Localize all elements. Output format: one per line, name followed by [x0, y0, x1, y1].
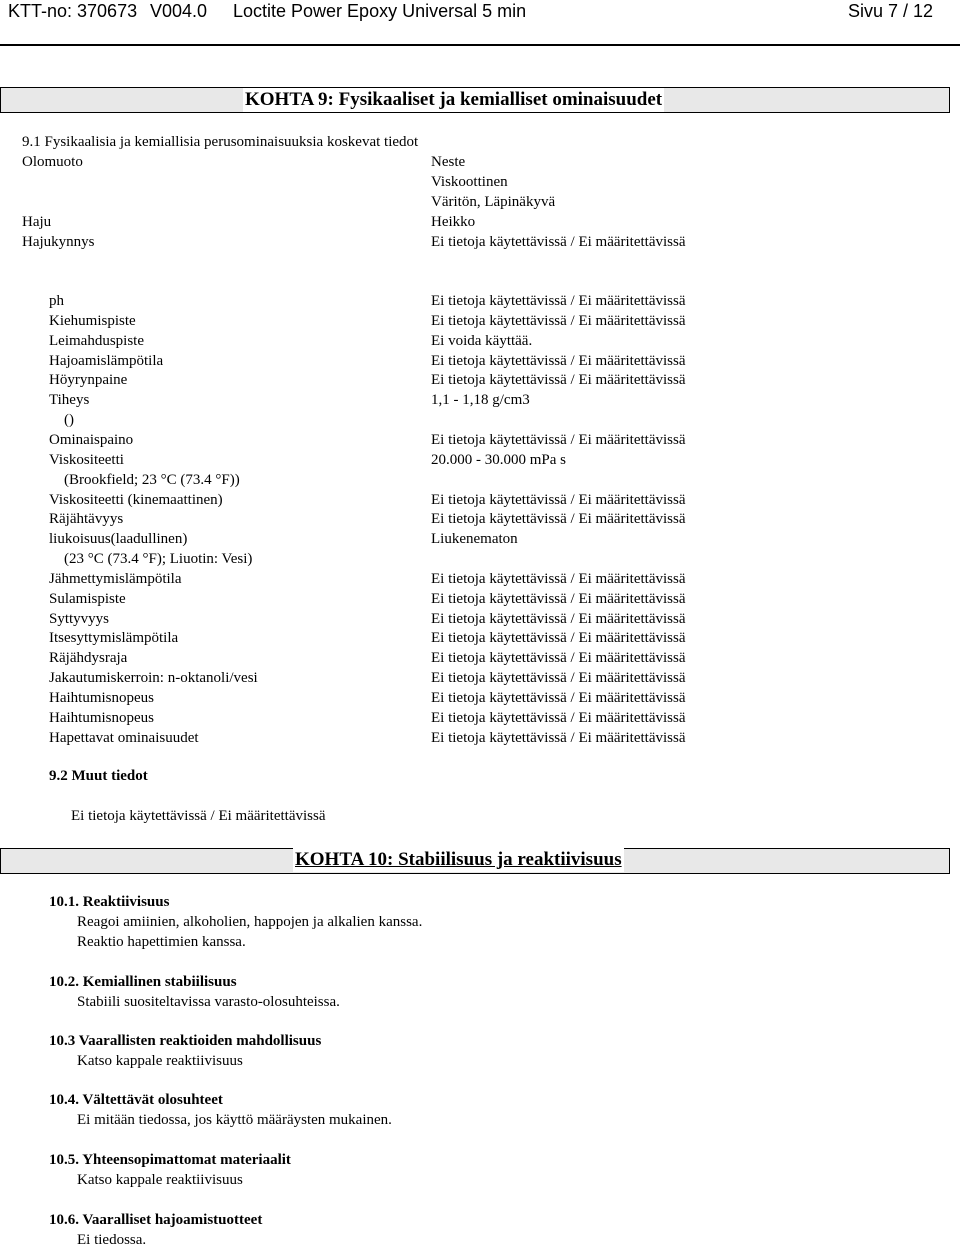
property-label: Syttyvyys: [49, 610, 110, 627]
property-label: Kiehumispiste: [49, 312, 136, 329]
property-value: Ei tietoja käytettävissä / Ei määritettävissä: [431, 650, 686, 667]
subsection-9-2-title: 9.2 Muut tiedot: [49, 768, 148, 784]
property-value: Väritön, Läpinäkyvä: [431, 194, 556, 210]
property-value: Heikko: [431, 214, 476, 230]
property-label: Hapettavat ominaisuudet: [49, 729, 199, 746]
section-10-title: KOHTA 10: Stabiilisuus ja reaktiivisuus: [295, 849, 622, 870]
property-label: (): [49, 412, 74, 429]
property-value: Ei tietoja käytettävissä / Ei määritettävissä: [431, 372, 686, 389]
property-label: Haju: [22, 214, 52, 230]
subsection-text: Stabiili suositeltavissa varasto-olosuhteissa.: [77, 994, 340, 1010]
property-value: Viskoottinen: [431, 174, 508, 190]
subsection-title: 10.3 Vaarallisten reaktioiden mahdollisuus: [49, 1033, 322, 1049]
property-value: 20.000 - 30.000 mPa s: [431, 451, 566, 468]
subsection-9-1-title: 9.1 Fysikaalisia ja kemiallisia perusominaisuuksia koskevat tiedot: [22, 134, 419, 150]
property-label: Höyrynpaine: [49, 372, 128, 389]
property-value: Ei tietoja käytettävissä / Ei määritettävissä: [431, 610, 686, 627]
property-label: Itsesyttymislämpötila: [49, 630, 179, 647]
subsection-title: 10.6. Vaaralliset hajoamistuotteet: [49, 1212, 263, 1228]
section-9-title: KOHTA 9: Fysikaaliset ja kemialliset ominaisuudet: [245, 89, 663, 110]
property-value: Ei tietoja käytettävissä / Ei määritettävissä: [431, 570, 686, 587]
property-label: Räjähdysraja: [49, 650, 128, 667]
subsection-text: Katso kappale reaktiivisuus: [77, 1172, 243, 1188]
subsection-title: 10.1. Reaktiivisuus: [49, 894, 170, 910]
property-label: Viskositeetti: [49, 451, 124, 468]
subsection-text: Katso kappale reaktiivisuus: [77, 1053, 243, 1069]
property-label: Tiheys: [49, 392, 90, 409]
property-value: Ei tietoja käytettävissä / Ei määritettävissä: [431, 352, 686, 369]
property-label: Haihtumisnopeus: [49, 709, 154, 726]
property-value: Ei tietoja käytettävissä / Ei määritettävissä: [431, 511, 686, 528]
property-label: Leimahduspiste: [49, 332, 144, 349]
property-value: Ei tietoja käytettävissä / Ei määritettävissä: [431, 293, 686, 309]
property-value: Ei tietoja käytettävissä / Ei määritettävissä: [431, 312, 686, 329]
doc-id: KTT-no: 370673: [8, 1, 138, 21]
product-name: Loctite Power Epoxy Universal 5 min: [233, 1, 527, 21]
property-value: Ei tietoja käytettävissä / Ei määritettävissä: [431, 709, 686, 726]
doc-version: V004.0: [150, 1, 208, 21]
subsection-text: Ei tiedossa.: [77, 1232, 147, 1248]
subsection-title: 10.2. Kemiallinen stabiilisuus: [49, 974, 237, 990]
subsection-9-2-text: Ei tietoja käytettävissä / Ei määritettävissä: [71, 808, 326, 824]
property-value: Ei voida käyttää.: [431, 332, 533, 349]
property-value: Liukenematon: [431, 531, 518, 548]
property-label: Jakautumiskerroin: n-oktanoli/vesi: [49, 670, 258, 687]
subsection-text: Ei mitään tiedossa, jos käyttö määräysten mukainen.: [77, 1112, 392, 1128]
header-rule: [0, 44, 960, 46]
subsection-title: 10.4. Vältettävät olosuhteet: [49, 1092, 223, 1108]
property-label: ph: [49, 293, 64, 309]
property-label: liukoisuus(laadullinen): [49, 531, 188, 548]
property-value: 1,1 - 1,18 g/cm3: [431, 392, 530, 409]
property-value: Ei tietoja käytettävissä / Ei määritettävissä: [431, 234, 686, 250]
property-value: Ei tietoja käytettävissä / Ei määritettävissä: [431, 630, 686, 647]
subsection-title: 10.5. Yhteensopimattomat materiaalit: [49, 1152, 291, 1168]
property-value: Ei tietoja käytettävissä / Ei määritettävissä: [431, 491, 686, 508]
property-label: (Brookfield; 23 °C (73.4 °F)): [49, 471, 240, 488]
property-label: Haihtumisnopeus: [49, 690, 154, 706]
property-label: Sulamispiste: [49, 590, 126, 607]
page-number: Sivu 7 / 12: [848, 1, 934, 21]
property-label: Räjähtävyys: [49, 511, 124, 528]
property-label: (23 °C (73.4 °F); Liuotin: Vesi): [49, 551, 253, 568]
property-label: Viskositeetti (kinemaattinen): [49, 491, 223, 508]
property-label: Ominaispaino: [49, 431, 134, 448]
subsection-text: Reaktio hapettimien kanssa.: [77, 934, 246, 950]
property-value: Neste: [431, 154, 466, 170]
property-label: Jähmettymislämpötila: [49, 570, 182, 587]
property-value: Ei tietoja käytettävissä / Ei määritettävissä: [431, 431, 686, 448]
property-value: Ei tietoja käytettävissä / Ei määritettävissä: [431, 690, 686, 706]
subsection-text: Reagoi amiinien, alkoholien, happojen ja alkalien kanssa.: [77, 914, 423, 930]
property-value: Ei tietoja käytettävissä / Ei määritettävissä: [431, 670, 686, 687]
property-value: Ei tietoja käytettävissä / Ei määritettävissä: [431, 729, 686, 746]
property-label: Hajoamislämpötila: [49, 352, 164, 369]
property-label: Hajukynnys: [22, 234, 95, 250]
property-label: Olomuoto: [22, 154, 83, 170]
property-value: Ei tietoja käytettävissä / Ei määritettävissä: [431, 590, 686, 607]
